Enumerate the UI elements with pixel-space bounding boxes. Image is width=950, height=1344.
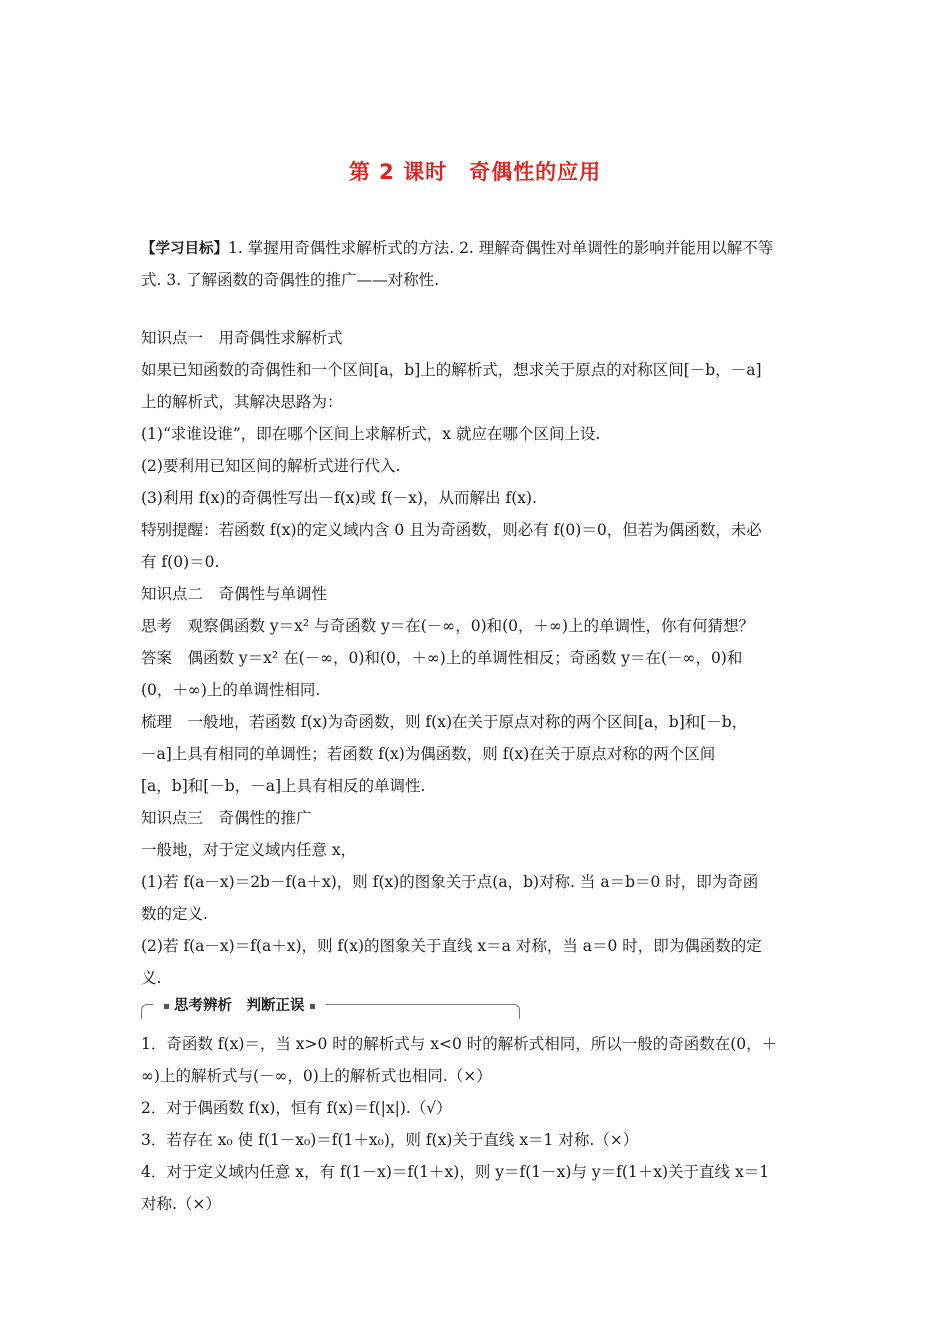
judgment-item: ∞)上的解析式与(－∞，0)上的解析式也相同.（×） (141, 1067, 492, 1085)
section-banner (141, 996, 520, 1016)
judgment-item: 3．若存在 x₀ 使 f(1－x₀)＝f(1＋x₀)，则 f(x)关于直线 x＝1 对称.（×） (141, 1131, 639, 1149)
kp2-heading: 知识点二 奇偶性与单调性 (141, 585, 328, 603)
kp1-line: (1)“求谁设谁”，即在哪个区间上求解析式，x 就应在哪个区间上设. (141, 425, 601, 443)
kp2-line: (0，＋∞)上的单调性相同. (141, 681, 321, 699)
judgment-item: 1．奇函数 f(x)＝，当 x>0 时的解析式与 x<0 时的解析式相同，所以一般的奇函数在(0，＋ (141, 1035, 778, 1053)
objectives-line-2: 式. 3. 了解函数的奇偶性的推广——对称性. (141, 271, 439, 289)
kp1-heading: 知识点一 用奇偶性求解析式 (141, 329, 343, 347)
kp3-line: (2)若 f(a－x)＝f(a＋x)，则 f(x)的图象关于直线 x＝a 对称，当 a＝0 时，即为偶函数的定 (141, 937, 762, 955)
judgment-item: 对称.（×） (141, 1195, 221, 1213)
kp1-line: 有 f(0)＝0. (141, 553, 220, 571)
page-title: 第 2 课时 奇偶性的应用 (348, 160, 602, 184)
kp1-line: 特别提醒：若函数 f(x)的定义域内含 0 且为奇函数，则必有 f(0)＝0，但若为偶函数，未必 (141, 521, 762, 539)
kp2-line: [a，b]和[－b，－a]上具有相反的单调性. (141, 777, 426, 795)
judgment-item: 4．对于定义域内任意 x，有 f(1－x)＝f(1＋x)，则 y＝f(1－x)与 y＝f(1＋x)关于直线 x＝1 (141, 1163, 770, 1181)
kp3-line: (1)若 f(a－x)＝2b－f(a＋x)，则 f(x)的图象关于点(a，b)对称. 当 a＝b＝0 时，即为奇函 (141, 873, 759, 891)
kp3-line: 数的定义. (141, 905, 208, 923)
judgment-item: 2．对于偶函数 f(x)，恒有 f(x)＝f(|x|).（√） (141, 1099, 452, 1117)
kp1-line: (2)要利用已知区间的解析式进行代入. (141, 457, 401, 475)
kp1-line: (3)利用 f(x)的奇偶性写出－f(x)或 f(－x)，从而解出 f(x). (141, 489, 537, 507)
knowledge-point-1 (141, 322, 811, 994)
kp3-line: 一般地，对于定义域内任意 x， (141, 841, 357, 859)
objectives-label: 【学习目标】 (141, 241, 228, 257)
kp2-line: 思考 观察偶函数 y＝x² 与奇函数 y＝在(－∞，0)和(0，＋∞)上的单调性，你有何猜想？ (141, 617, 754, 635)
kp2-line: 梳理 一般地，若函数 f(x)为奇函数，则 f(x)在关于原点对称的两个区间[a，b]和[－b， (141, 713, 748, 731)
kp3-heading: 知识点三 奇偶性的推广 (141, 809, 312, 827)
kp1-line: 如果已知函数的奇偶性和一个区间[a，b]上的解析式，想求关于原点的对称区间[－b，－a] (141, 361, 762, 379)
banner-title: 思考辨析 判断正误 (153, 994, 326, 1015)
kp1-line: 上的解析式，其解决思路为： (141, 393, 343, 411)
square-bullet-icon (310, 1004, 315, 1009)
square-bullet-icon (164, 1004, 169, 1009)
objectives-line-1: 1. 掌握用奇偶性求解析式的方法. 2. 理解奇偶性对单调性的影响并能用以解不等 (228, 239, 774, 257)
judgment-list (141, 1028, 811, 1220)
kp2-line: 答案 偶函数 y＝x² 在(－∞，0)和(0，＋∞)上的单调性相反；奇函数 y＝在(－∞，0)和 (141, 649, 743, 667)
kp2-line: －a]上具有相同的单调性；若函数 f(x)为偶函数，则 f(x)在关于原点对称的两个区间 (141, 745, 716, 763)
learning-objectives (141, 232, 811, 296)
kp3-line: 义. (141, 969, 162, 987)
